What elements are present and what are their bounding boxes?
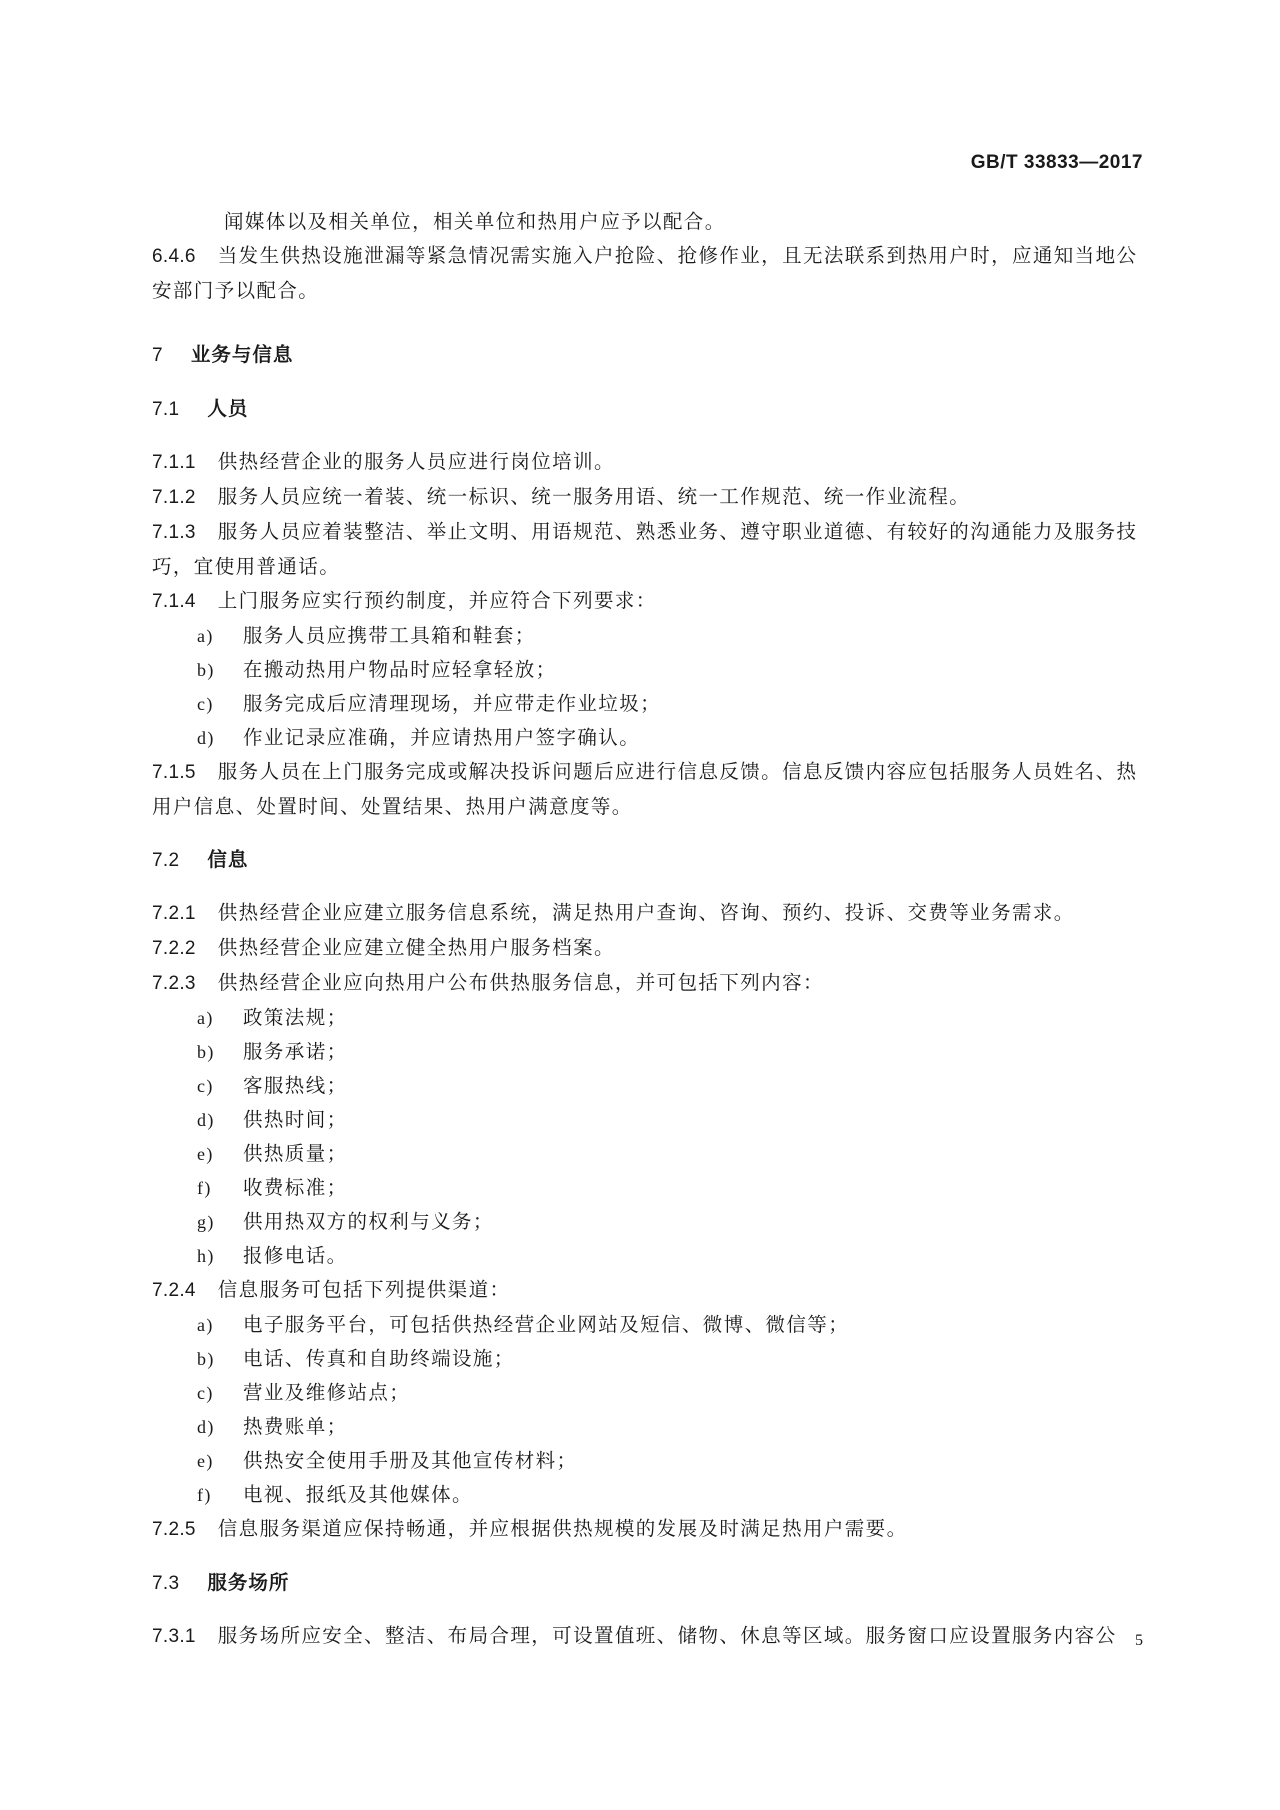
section-7-3-heading: [152, 1566, 1143, 1601]
list-item: [152, 619, 1143, 653]
clause-text: 信息服务可包括下列提供渠道：: [217, 1278, 511, 1301]
list-text: 供用热双方的权利与义务；: [243, 1210, 494, 1233]
section-7-2-heading: [152, 843, 1143, 878]
list-item: [152, 1205, 1143, 1239]
list-item: [152, 1478, 1143, 1512]
section-title: 人员: [207, 398, 249, 420]
list-text: 服务人员应携带工具箱和鞋套；: [243, 624, 536, 647]
list-label: g): [197, 1212, 215, 1232]
clause-7-2-5: [152, 1512, 1143, 1547]
clause-7-2-3: [152, 966, 1143, 1001]
list-label: b): [197, 1349, 215, 1369]
section-number: 7.1: [152, 399, 180, 420]
section-title: 信息: [207, 849, 249, 871]
clause-7-1-4: [152, 584, 1143, 619]
list-label: d): [197, 1417, 215, 1437]
clause-text: 当发生供热设施泄漏等紧急情况需实施入户抢险、抢修作业，且无法联系到热用户时，应通知当地公安部门予以配合。: [152, 244, 1138, 302]
clause-text: 服务人员应着装整洁、举止文明、用语规范、熟悉业务、遵守职业道德、有较好的沟通能力及服务技巧，宜使用普通话。: [152, 520, 1138, 578]
section-title: 业务与信息: [190, 344, 294, 366]
list-text: 电子服务平台，可包括供热经营企业网站及短信、微博、微信等；: [243, 1313, 850, 1336]
clause-7-2-1: [152, 896, 1143, 931]
clause-number: 7.2.4: [152, 1280, 196, 1301]
clause-number: 7.1.1: [152, 452, 196, 473]
list-label: d): [197, 728, 215, 748]
clause-7-1-3: [152, 515, 1143, 584]
list-label: a): [197, 626, 214, 646]
list-item: [152, 721, 1143, 755]
list-text: 电话、传真和自助终端设施；: [243, 1347, 515, 1370]
list-text: 营业及维修站点；: [243, 1381, 411, 1404]
list-item: [152, 1376, 1143, 1410]
clause-number: 7.1.4: [152, 591, 196, 612]
clause-text: 服务人员在上门服务完成或解决投诉问题后应进行信息反馈。信息反馈内容应包括服务人员姓名、热用户信息、处置时间、处置结果、热用户满意度等。: [152, 760, 1138, 818]
section-7-heading: [152, 338, 1143, 373]
clause-7-1-1: [152, 445, 1143, 480]
clause-number: 7.1.5: [152, 762, 196, 783]
section-number: 7.2: [152, 850, 180, 871]
clause-text: 信息服务渠道应保持畅通，并应根据供热规模的发展及时满足热用户需要。: [217, 1517, 908, 1540]
clause-7-1-2: [152, 480, 1143, 515]
clause-number: 7.1.3: [152, 522, 196, 543]
clause-number: 7.3.1: [152, 1626, 196, 1647]
list-label: f): [197, 1485, 212, 1505]
clause-6-4-6: [152, 239, 1143, 308]
clause-7-1-5: [152, 755, 1143, 824]
list-label: d): [197, 1110, 215, 1130]
clause-number: 7.2.2: [152, 938, 196, 959]
list-text: 热费账单；: [243, 1415, 348, 1438]
list-text: 政策法规；: [243, 1006, 348, 1029]
list-label: c): [197, 1076, 214, 1096]
clause-number: 7.2.3: [152, 973, 196, 994]
standard-code: GB/T 33833—2017: [970, 152, 1143, 173]
clause-7-2-4: [152, 1273, 1143, 1308]
list-label: a): [197, 1008, 214, 1028]
section-7-1-heading: [152, 392, 1143, 427]
section-number: 7: [152, 345, 163, 366]
list-text: 供热质量；: [243, 1142, 348, 1165]
list-item: [152, 1410, 1143, 1444]
clause-text: 上门服务应实行预约制度，并应符合下列要求：: [217, 589, 657, 612]
list-item: [152, 1342, 1143, 1376]
clause-number: 7.1.2: [152, 487, 196, 508]
list-text: 作业记录应准确，并应请热用户签字确认。: [243, 726, 641, 749]
clause-text: 服务场所应安全、整洁、布局合理，可设置值班、储物、休息等区域。服务窗口应设置服务内容公: [217, 1624, 1117, 1647]
clause-text: 服务人员应统一着装、统一标识、统一服务用语、统一工作规范、统一作业流程。: [217, 485, 971, 508]
document-body: [152, 205, 1143, 1654]
list-label: b): [197, 1042, 215, 1062]
list-label: b): [197, 660, 215, 680]
clause-number: 7.2.1: [152, 903, 196, 924]
list-text: 供热时间；: [243, 1108, 348, 1131]
list-item: [152, 653, 1143, 687]
clause-text: 供热经营企业应建立健全热用户服务档案。: [217, 936, 615, 959]
list-text: 服务承诺；: [243, 1040, 348, 1063]
list-item: [152, 1069, 1143, 1103]
list-text: 电视、报纸及其他媒体。: [243, 1483, 473, 1506]
clause-number: 6.4.6: [152, 246, 196, 267]
list-item: [152, 1035, 1143, 1069]
list-item: [152, 1103, 1143, 1137]
list-text: 客服热线；: [243, 1074, 348, 1097]
list-text: 供热安全使用手册及其他宣传材料；: [243, 1449, 578, 1472]
list-label: a): [197, 1315, 214, 1335]
clause-text: 供热经营企业应向热用户公布供热服务信息，并可包括下列内容：: [217, 971, 824, 994]
list-item: [152, 1308, 1143, 1342]
list-item: [152, 687, 1143, 721]
section-title: 服务场所: [207, 1572, 290, 1594]
list-text: 收费标准；: [243, 1176, 348, 1199]
clause-7-3-1: [152, 1619, 1143, 1654]
continued-paragraph: 闻媒体以及相关单位，相关单位和热用户应予以配合。: [224, 210, 726, 233]
clause-text: 供热经营企业应建立服务信息系统，满足热用户查询、咨询、预约、投诉、交费等业务需求。: [217, 901, 1075, 924]
list-item: [152, 1239, 1143, 1273]
list-label: c): [197, 1383, 214, 1403]
section-number: 7.3: [152, 1573, 180, 1594]
list-item: [152, 1137, 1143, 1171]
list-label: e): [197, 1144, 214, 1164]
list-text: 报修电话。: [243, 1244, 348, 1267]
list-text: 服务完成后应清理现场，并应带走作业垃圾；: [243, 692, 662, 715]
list-item: [152, 1444, 1143, 1478]
page-number: 5: [1135, 1632, 1143, 1649]
list-text: 在搬动热用户物品时应轻拿轻放；: [243, 658, 557, 681]
list-label: h): [197, 1246, 215, 1266]
list-label: e): [197, 1451, 214, 1471]
list-label: c): [197, 694, 214, 714]
list-item: [152, 1001, 1143, 1035]
list-label: f): [197, 1178, 212, 1198]
list-item: [152, 1171, 1143, 1205]
clause-number: 7.2.5: [152, 1519, 196, 1540]
clause-text: 供热经营企业的服务人员应进行岗位培训。: [217, 450, 615, 473]
clause-7-2-2: [152, 931, 1143, 966]
